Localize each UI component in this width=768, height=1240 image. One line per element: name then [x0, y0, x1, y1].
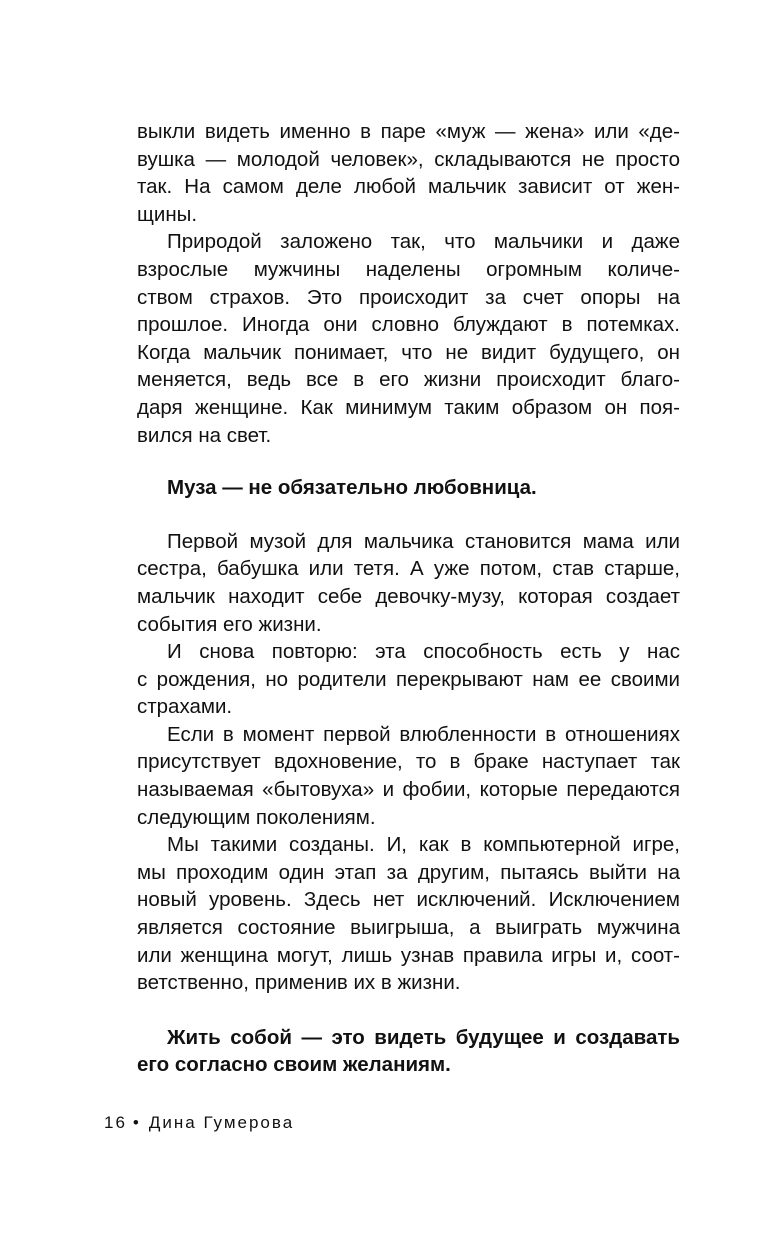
heading-muse [137, 474, 680, 502]
text-line: меняется, ведь все в его жизни происходит благо- [137, 368, 680, 392]
text-line: Мы такими созданы. И, как в компьютерной игре, [167, 833, 680, 857]
text-line: присутствует вдохновение, то в браке наступает так [137, 750, 680, 774]
paragraph-repeat [137, 638, 680, 721]
text-line: страхами. [137, 695, 233, 719]
heading-line: Жить собой — это видеть будущее и создавать [167, 1025, 680, 1049]
text-line: И снова повторю: эта способность есть у нас [167, 640, 680, 664]
text-line: взрослые мужчины наделены огромным количе- [137, 257, 680, 281]
spacer [137, 997, 680, 1024]
text-line: вился на свет. [137, 423, 272, 447]
author-name: Дина Гумерова [148, 1113, 295, 1132]
text-line: ветственно, применив их в жизни. [137, 971, 461, 995]
text-line: вушка — молодой человек», складываются не просто [137, 147, 680, 171]
text-line: Природой заложено так, что мальчики и даже [167, 230, 680, 254]
text-line: Когда мальчик понимает, что не видит будущего, он [137, 340, 680, 364]
text-line: щины. [137, 202, 198, 226]
text-line: события его жизни. [137, 612, 322, 636]
text-line: новый уровень. Здесь нет исключений. Исключением [137, 888, 680, 912]
text-line: Первой музой для мальчика становится мама или [167, 529, 680, 553]
paragraph-first-muse [137, 528, 680, 638]
heading-live-yourself [137, 1024, 680, 1079]
text-line: выкли видеть именно в паре «муж — жена» или «де- [137, 120, 680, 143]
paragraph-nature [137, 228, 680, 449]
text-line: даря женщине. Как минимум таким образом он поя- [137, 395, 680, 419]
page-footer [104, 1112, 294, 1134]
text-line: мы проходим один этап за другим, пытаясь выйти на [137, 860, 680, 884]
spacer [137, 449, 680, 474]
page-number: 16 [104, 1113, 127, 1132]
text-column [137, 118, 680, 1079]
spacer [137, 502, 680, 528]
heading-line: Муза — не обязательно любовница. [167, 476, 537, 500]
bullet-separator: • [132, 1113, 139, 1132]
text-line: так. На самом деле любой мальчик зависит от жен- [137, 175, 680, 199]
text-line: называемая «бытовуха» и фобии, которые передаются [137, 778, 680, 802]
text-line: с рождения, но родители перекрывают нам ее своими [137, 667, 680, 691]
heading-line: его согласно своим желаниям. [137, 1053, 451, 1077]
text-line: или женщина могут, лишь узнав правила игры и, соот- [137, 943, 680, 967]
text-line: прошлое. Иногда они словно блуждают в потемках. [137, 313, 680, 337]
paragraph-first-love [137, 721, 680, 831]
paragraph-game [137, 831, 680, 997]
text-line: мальчик находит себе девочку-музу, которая создает [137, 584, 680, 608]
text-line: является состояние выигрыша, а выиграть мужчина [137, 916, 680, 940]
text-line: следующим поколениям. [137, 805, 376, 829]
text-line: Если в момент первой влюбленности в отношениях [167, 722, 680, 746]
paragraph-continuation [137, 118, 680, 228]
text-line: сестра, бабушка или тетя. А уже потом, став старше, [137, 557, 680, 581]
text-line: ством страхов. Это происходит за счет опоры на [137, 285, 680, 309]
